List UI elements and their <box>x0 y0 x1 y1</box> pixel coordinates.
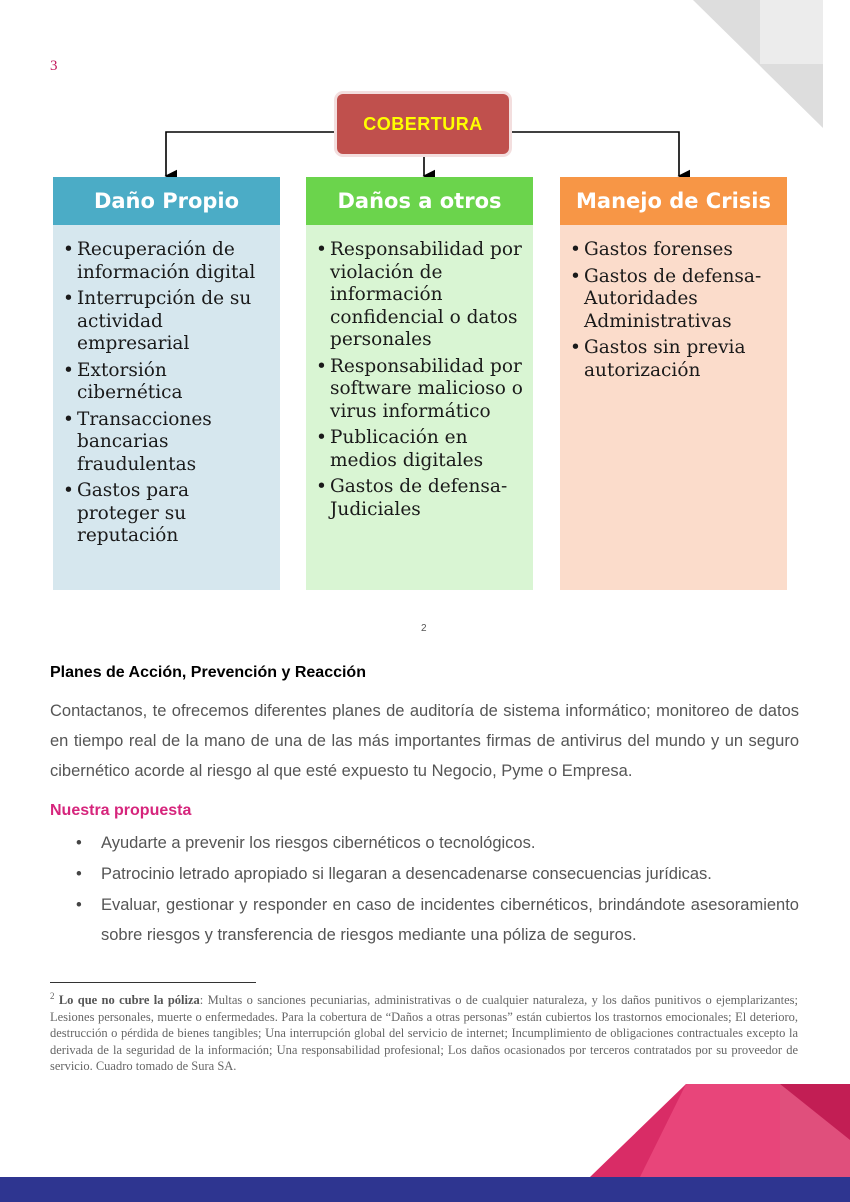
column-dano-propio <box>53 177 280 590</box>
list-item: • Gastos forenses <box>584 239 779 262</box>
footnote-label: Lo que no cubre la póliza <box>58 993 200 1008</box>
list-item: • Gastos sin previa autorización <box>584 337 779 382</box>
list-item: • Gastos de defensa-Judiciales <box>330 476 525 521</box>
list-item: • Recuperación de información digital <box>77 239 272 284</box>
list-item: • Responsabilidad por software malicioso o virus informático <box>330 356 525 424</box>
body-paragraph: Contactanos, te ofrecemos diferentes planes de auditoría de sistema informático; monitoreo de datos en tiempo real de la mano de una de las más importantes firmas de antivirus del mundo y un seguro cibernético acorde al riesgo al que esté expuesto tu Negocio, Pyme o Empresa. <box>50 702 799 780</box>
page-number: 3 <box>50 58 58 74</box>
list-item: • Interrupción de su actividad empresarial <box>77 288 272 356</box>
list-item: • Transacciones bancarias fraudulentas <box>77 409 272 477</box>
column-title: Daños a otros <box>306 177 533 225</box>
footnote-number: 2 <box>50 991 55 1001</box>
list-item: • Extorsión cibernética <box>77 360 272 405</box>
corner-decoration-bottom <box>0 1080 850 1180</box>
footnote-text: : Multas o sanciones pecuniarias, administrativas o de cualquier naturaleza, y los daños punitivos o ejemplarizantes; Lesiones personales, muerte o enfermedades. Para la cobertura de “Daños a otras personas” están cubiertos los trastornos emocionales; El deterioro, destrucción o pérdida de bienes tangibles; Una interrupción global del servicio de internet; Incumplimiento de obligaciones contractuales excepto la derivada de la seguridad de la información; Una responsabilidad profesional; Los daños ocasionados por terceros contratados por su proveedor de servicio. Cuadro tomado de Sura SA. <box>50 993 798 1074</box>
footnote-reference: 2 <box>421 623 427 634</box>
list-item: • Responsabilidad por violación de información confidencial o datos personales <box>330 239 525 352</box>
list-item: • Gastos de defensa-Autoridades Administrativas <box>584 266 779 334</box>
list-item: • Publicación en medios digitales <box>330 427 525 472</box>
list-item: • Evaluar, gestionar y responder en caso de incidentes cibernéticos, brindándote asesoramiento sobre riesgos y transferencia de riesgos mediante una póliza de seguros. <box>50 890 799 950</box>
footnote-divider <box>50 982 256 983</box>
diagram-root-cobertura: COBERTURA <box>337 94 509 154</box>
list-item: • Ayudarte a prevenir los riesgos cibernéticos o tecnológicos. <box>50 828 799 858</box>
column-danos-a-otros <box>306 177 533 590</box>
section-heading: Planes de Acción, Prevención y Reacción <box>50 664 366 681</box>
column-title: Daño Propio <box>53 177 280 225</box>
bottom-bar <box>0 1177 850 1202</box>
footnote <box>50 988 798 1075</box>
proposal-heading: Nuestra propuesta <box>50 802 192 819</box>
column-manejo-de-crisis <box>560 177 787 590</box>
column-title: Manejo de Crisis <box>560 177 787 225</box>
proposal-list <box>50 828 799 951</box>
list-item: • Patrocinio letrado apropiado si llegaran a desencadenarse consecuencias jurídicas. <box>50 859 799 889</box>
list-item: • Gastos para proteger su reputación <box>77 480 272 548</box>
